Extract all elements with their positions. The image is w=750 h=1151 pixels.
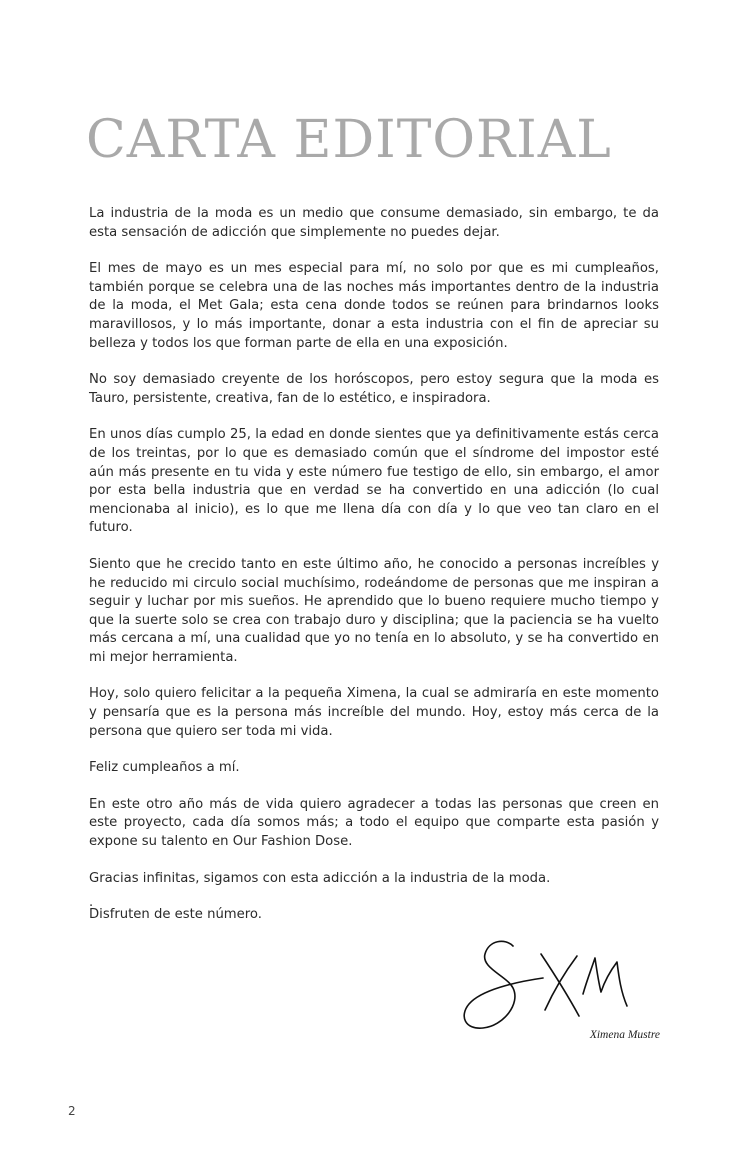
paragraph: La industria de la moda es un medio que consume demasiado, sin embargo, te da esta sensación de adicción que simplemente no puedes dejar. bbox=[89, 206, 659, 240]
signature-name: Ximena Mustre bbox=[589, 1029, 660, 1041]
paragraph: En este otro año más de vida quiero agradecer a todas las personas que creen en este proyecto, cada día somos más; a todo el equipo que comparte esta pasión y expone su talento en Our Fashion Dose. bbox=[89, 796, 659, 850]
paragraph: Siento que he crecido tanto en este último año, he conocido a personas increíbles y he reducido mi circulo social muchísimo, rodeándome de personas que me inspiran a seguir y luchar por mis sueños. He aprendido que lo bueno requiere mucho tiempo y que la suerte solo se crea con trabajo duro y disciplina; que la paciencia se ha vuelto más cercana a mí, una cualidad que yo no tenía en lo absoluto, y se ha convertido en mi mejor herramienta. bbox=[89, 556, 659, 665]
paragraph: Gracias infinitas, sigamos con esta adicción a la industria de la moda. bbox=[89, 870, 551, 886]
letter-body bbox=[89, 205, 659, 925]
paragraph: No soy demasiado creyente de los horóscopos, pero estoy segura que la moda es Tauro, persistente, creativa, fan de lo estético, e inspiradora. bbox=[89, 372, 659, 406]
paragraph: Disfruten de este número. bbox=[89, 907, 262, 923]
paragraph: Feliz cumpleaños a mí. bbox=[89, 760, 240, 776]
paragraph: Hoy, solo quiero felicitar a la pequeña Ximena, la cual se admiraría en este momento y pensaría que es la persona más increíble del mundo. Hoy, estoy más cerca de la persona que quiero ser toda mi vida. bbox=[89, 686, 659, 739]
trailing-dot: . bbox=[89, 895, 94, 910]
paragraph: El mes de mayo es un mes especial para mí, no solo por que es mi cumpleaños, también porque se celebra una de las noches más importantes dentro de la industria de la moda, el Met Gala; esta cena donde todos se reúnen para brindarnos looks maravillosos, y lo más importante, donar a esta industria con el fin de apreciar su belleza y todos los que forman parte de ella en una exposición. bbox=[89, 261, 659, 351]
paragraph: En unos días cumplo 25, la edad en donde sientes que ya definitivamente estás cerca de los treintas, por lo que es demasiado común que el síndrome del impostor esté aún más presente en tu vida y este número fue testigo de ello, sin embargo, el amor por esta bella industria que en verdad se ha convertido en una adicción (lo cual mencionaba al inicio), es lo que me llena día con día y lo que veo tan claro en el futuro. bbox=[89, 427, 659, 536]
page-number: 2 bbox=[68, 1104, 76, 1118]
page-title: CARTA EDITORIAL bbox=[86, 110, 612, 170]
handwritten-signature bbox=[455, 932, 645, 1032]
